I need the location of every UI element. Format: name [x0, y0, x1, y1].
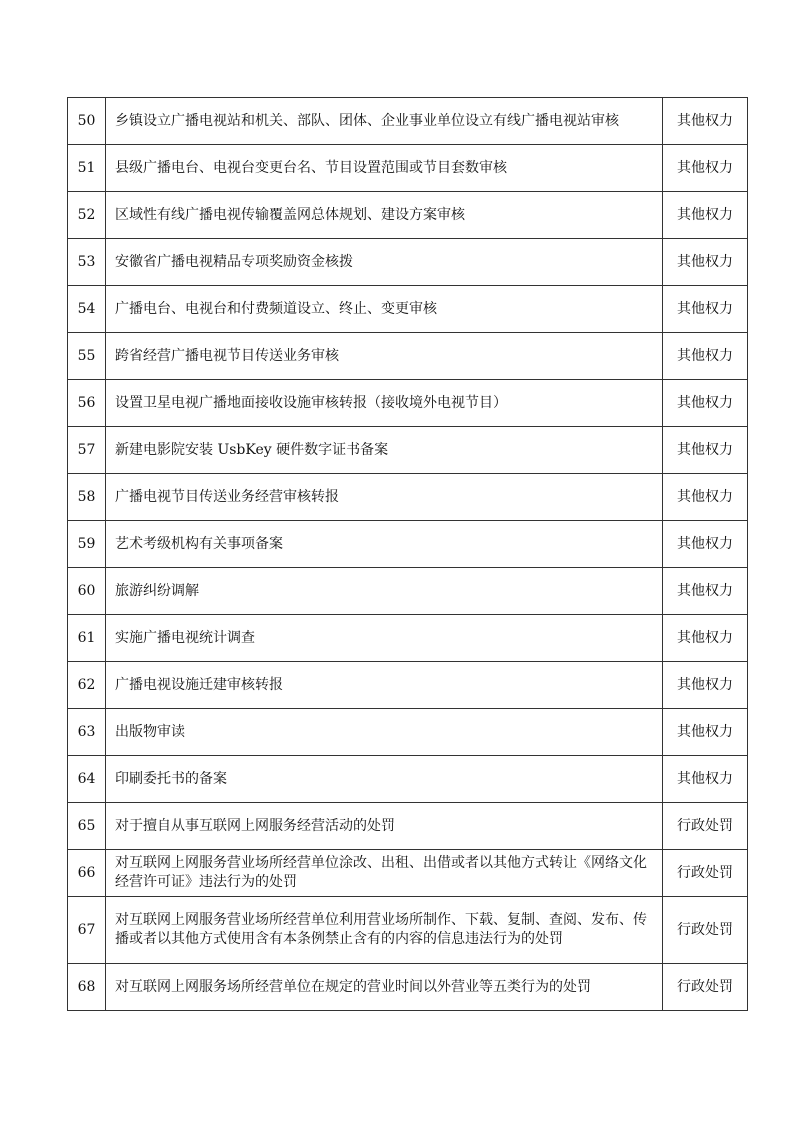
power-type: 其他权力 — [663, 239, 748, 286]
item-name: 跨省经营广播电视节目传送业务审核 — [106, 333, 663, 380]
power-type: 其他权力 — [663, 145, 748, 192]
table-row — [68, 964, 748, 1011]
table-row — [68, 709, 748, 756]
power-type: 行政处罚 — [663, 850, 748, 897]
power-type: 其他权力 — [663, 615, 748, 662]
item-name: 广播电视设施迁建审核转报 — [106, 662, 663, 709]
row-number: 57 — [68, 427, 106, 474]
item-name: 旅游纠纷调解 — [106, 568, 663, 615]
row-number: 68 — [68, 964, 106, 1011]
item-name: 广播电视节目传送业务经营审核转报 — [106, 474, 663, 521]
row-number: 66 — [68, 850, 106, 897]
table-row — [68, 239, 748, 286]
row-number: 63 — [68, 709, 106, 756]
table-row — [68, 615, 748, 662]
table-row — [68, 380, 748, 427]
table-row — [68, 521, 748, 568]
row-number: 50 — [68, 98, 106, 145]
row-number: 52 — [68, 192, 106, 239]
table-row — [68, 897, 748, 964]
item-name: 出版物审读 — [106, 709, 663, 756]
power-type: 其他权力 — [663, 98, 748, 145]
table-row — [68, 756, 748, 803]
power-type: 行政处罚 — [663, 964, 748, 1011]
power-type: 其他权力 — [663, 427, 748, 474]
row-number: 65 — [68, 803, 106, 850]
power-type: 其他权力 — [663, 568, 748, 615]
item-name: 实施广播电视统计调查 — [106, 615, 663, 662]
power-type: 行政处罚 — [663, 803, 748, 850]
power-type: 其他权力 — [663, 286, 748, 333]
item-name: 新建电影院安装 UsbKey 硬件数字证书备案 — [106, 427, 663, 474]
item-name: 县级广播电台、电视台变更台名、节目设置范围或节目套数审核 — [106, 145, 663, 192]
power-type: 其他权力 — [663, 709, 748, 756]
row-number: 61 — [68, 615, 106, 662]
row-number: 51 — [68, 145, 106, 192]
power-type: 其他权力 — [663, 474, 748, 521]
power-type: 其他权力 — [663, 756, 748, 803]
item-name: 区域性有线广播电视传输覆盖网总体规划、建设方案审核 — [106, 192, 663, 239]
table-row — [68, 145, 748, 192]
table-row — [68, 286, 748, 333]
item-name: 安徽省广播电视精品专项奖励资金核拨 — [106, 239, 663, 286]
table-row — [68, 474, 748, 521]
table-row — [68, 662, 748, 709]
table-row — [68, 98, 748, 145]
row-number: 53 — [68, 239, 106, 286]
table-row — [68, 568, 748, 615]
item-name: 乡镇设立广播电视站和机关、部队、团体、企业事业单位设立有线广播电视站审核 — [106, 98, 663, 145]
row-number: 60 — [68, 568, 106, 615]
item-name: 艺术考级机构有关事项备案 — [106, 521, 663, 568]
power-list-table — [67, 97, 748, 1011]
item-name: 广播电台、电视台和付费频道设立、终止、变更审核 — [106, 286, 663, 333]
table-row — [68, 427, 748, 474]
item-name: 对互联网上网服务营业场所经营单位利用营业场所制作、下载、复制、查阅、发布、传播或者以其他方式使用含有本条例禁止含有的内容的信息违法行为的处罚 — [106, 897, 663, 964]
row-number: 62 — [68, 662, 106, 709]
power-type: 其他权力 — [663, 333, 748, 380]
row-number: 56 — [68, 380, 106, 427]
item-name: 对于擅自从事互联网上网服务经营活动的处罚 — [106, 803, 663, 850]
row-number: 58 — [68, 474, 106, 521]
document-page — [67, 97, 733, 1011]
item-name: 印刷委托书的备案 — [106, 756, 663, 803]
row-number: 54 — [68, 286, 106, 333]
row-number: 64 — [68, 756, 106, 803]
item-name: 对互联网上网服务营业场所经营单位涂改、出租、出借或者以其他方式转让《网络文化经营许可证》违法行为的处罚 — [106, 850, 663, 897]
table-row — [68, 850, 748, 897]
row-number: 55 — [68, 333, 106, 380]
power-type: 其他权力 — [663, 662, 748, 709]
item-name: 对互联网上网服务场所经营单位在规定的营业时间以外营业等五类行为的处罚 — [106, 964, 663, 1011]
row-number: 59 — [68, 521, 106, 568]
power-type: 其他权力 — [663, 380, 748, 427]
power-type: 其他权力 — [663, 192, 748, 239]
row-number: 67 — [68, 897, 106, 964]
table-row — [68, 803, 748, 850]
table-row — [68, 192, 748, 239]
power-type: 其他权力 — [663, 521, 748, 568]
power-type: 行政处罚 — [663, 897, 748, 964]
table-row — [68, 333, 748, 380]
item-name: 设置卫星电视广播地面接收设施审核转报（接收境外电视节目） — [106, 380, 663, 427]
